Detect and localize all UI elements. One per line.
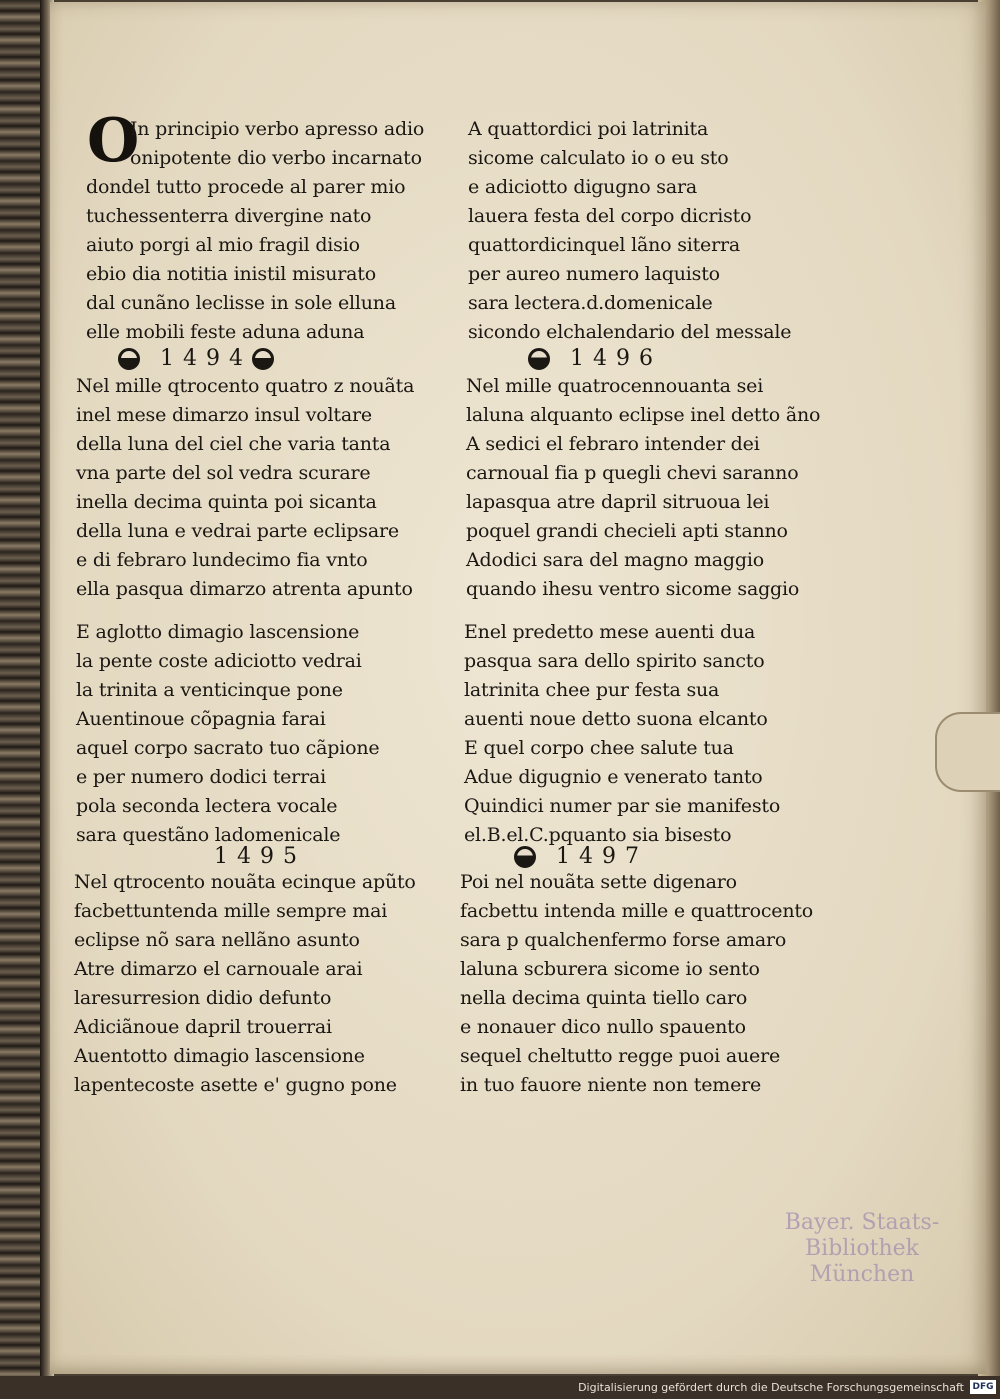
year-label: 1496 — [570, 346, 662, 371]
text-line: inel mese dimarzo insul voltare — [76, 404, 372, 426]
text-line: A quattordici poi latrinita — [468, 118, 709, 140]
library-stamp — [762, 1210, 962, 1288]
text-line: nella decima quinta tiello caro — [460, 987, 748, 1009]
year-heading-1497 — [514, 842, 648, 871]
text-line: lapasqua atre dapril sitruoua lei — [466, 491, 770, 513]
text-line: A sedici el febraro intender dei — [466, 433, 760, 455]
col2-mid-block — [464, 618, 780, 850]
text-line: Auentinoue cõpagnia farai — [76, 708, 326, 730]
text-line: la pente coste adiciotto vedrai — [76, 650, 362, 672]
text-line: Poi nel nouãta sette digenaro — [460, 871, 737, 893]
col2-1496-block — [466, 372, 820, 604]
text-line: carnoual fia p quegli chevi saranno — [466, 462, 799, 484]
text-line: facbettuntenda mille sempre mai — [74, 900, 388, 922]
col2-top-block — [468, 115, 791, 347]
text-line: facbettu intenda mille e quattrocento — [460, 900, 814, 922]
col1-top-block-cont — [86, 173, 405, 347]
text-line: poquel grandi checieli apti stanno — [466, 520, 788, 542]
text-line: vna parte del sol vedra scurare — [76, 462, 371, 484]
text-line: pasqua sara dello spirito sancto — [464, 650, 765, 672]
text-line: ella pasqua dimarzo atrenta apunto — [76, 578, 413, 600]
text-line: Enel predetto mese auenti dua — [464, 621, 756, 643]
dfg-logo: DFG — [970, 1380, 996, 1394]
text-line: eclipse nõ sara nellãno asunto — [74, 929, 360, 951]
text-line: E quel corpo chee salute tua — [464, 737, 734, 759]
text-line: laluna alquanto eclipse inel detto ãno — [466, 404, 821, 426]
col1-1494-block — [76, 372, 414, 604]
text-line: quattordicinquel lãno siterra — [468, 234, 740, 256]
text-line: dondel tutto procede al parer mio — [86, 176, 406, 198]
text-line: onipotente dio verbo incarnato — [130, 147, 422, 169]
text-line: e di febraro lundecimo fia vnto — [76, 549, 368, 571]
col1-top-block — [130, 115, 424, 173]
text-line: el.B.el.C.pquanto sia bisesto — [464, 824, 732, 846]
text-line: aquel corpo sacrato tuo cãpione — [76, 737, 380, 759]
moon-eclipse-icon — [118, 348, 140, 370]
text-line: pola seconda lectera vocale — [76, 795, 338, 817]
stamp-line: München — [809, 1262, 915, 1287]
year-heading-1494 — [118, 344, 294, 373]
text-line: Adue digugnio e venerato tanto — [464, 766, 763, 788]
text-line: quando ihesu ventro sicome saggio — [466, 578, 800, 600]
text-line: Adiciãnoue dapril trouerrai — [74, 1016, 332, 1038]
text-line: Atre dimarzo el carnouale arai — [74, 958, 363, 980]
footer-credit: Digitalisierung gefördert durch die Deutsche Forschungsgemeinschaft — [578, 1381, 964, 1394]
page-tab-marker — [935, 712, 1000, 792]
text-line: e per numero dodici terrai — [76, 766, 326, 788]
col1-mid-block — [76, 618, 379, 850]
text-line: Adodici sara del magno maggio — [466, 549, 764, 571]
moon-eclipse-icon — [252, 348, 274, 370]
year-heading-1495 — [214, 842, 306, 871]
year-label: 1495 — [214, 844, 306, 869]
year-heading-1496 — [528, 344, 662, 373]
text-line: auenti noue detto suona elcanto — [464, 708, 768, 730]
text-line: Auentotto dimagio lascensione — [74, 1045, 365, 1067]
text-line: la trinita a venticinque pone — [76, 679, 343, 701]
col2-1497-block — [460, 868, 813, 1100]
text-line: ebio dia notitia inistil misurato — [86, 263, 376, 285]
text-line: In principio verbo apresso adio — [130, 118, 425, 140]
col1-1495-block — [74, 868, 416, 1100]
text-line: lapentecoste asette e' gugno pone — [74, 1074, 397, 1096]
text-line: inella decima quinta poi sicanta — [76, 491, 377, 513]
text-line: tuchessenterra divergine nato — [86, 205, 372, 227]
text-line: laluna scburera sicome io sento — [460, 958, 760, 980]
text-line: sequel cheltutto regge puoi auere — [460, 1045, 780, 1067]
text-line: laresurresion didio defunto — [74, 987, 332, 1009]
text-line: sicondo elchalendario del messale — [468, 321, 792, 343]
text-line: della luna e vedrai parte eclipsare — [76, 520, 399, 542]
text-line: per aureo numero laquisto — [468, 263, 720, 285]
text-line: sara lectera.d.domenicale — [468, 292, 713, 314]
year-label: 1497 — [556, 844, 648, 869]
moon-eclipse-icon — [528, 348, 550, 370]
text-line: sara p qualchenfermo forse amaro — [460, 929, 787, 951]
stamp-line: Bayer. Staats- — [784, 1210, 940, 1235]
stamp-line: Bibliothek — [805, 1236, 919, 1261]
text-line: in tuo fauore niente non temere — [460, 1074, 762, 1096]
text-line: Nel mille qtrocento quatro z nouãta — [76, 375, 415, 397]
decorated-initial: O — [87, 106, 140, 176]
text-line: Quindici numer par sie manifesto — [464, 795, 781, 817]
text-line: sicome calculato io o eu sto — [468, 147, 729, 169]
text-line: della luna del ciel che varia tanta — [76, 433, 391, 455]
text-line: lauera festa del corpo dicristo — [468, 205, 752, 227]
text-line: e nonauer dico nullo spauento — [460, 1016, 746, 1038]
text-line: dal cunãno leclisse in sole elluna — [86, 292, 396, 314]
text-line: elle mobili feste aduna aduna — [86, 321, 365, 343]
text-line: latrinita chee pur festa sua — [464, 679, 720, 701]
moon-eclipse-icon — [514, 846, 536, 868]
text-line: e adiciotto digugno sara — [468, 176, 697, 198]
year-label: 1494 — [160, 346, 252, 371]
text-line: Nel qtrocento nouãta ecinque apũto — [74, 871, 416, 893]
text-line: sara questãno ladomenicale — [76, 824, 341, 846]
text-line: aiuto porgi al mio fragil disio — [86, 234, 360, 256]
text-line: Nel mille quatrocennouanta sei — [466, 375, 764, 397]
text-line: E aglotto dimagio lascensione — [76, 621, 360, 643]
